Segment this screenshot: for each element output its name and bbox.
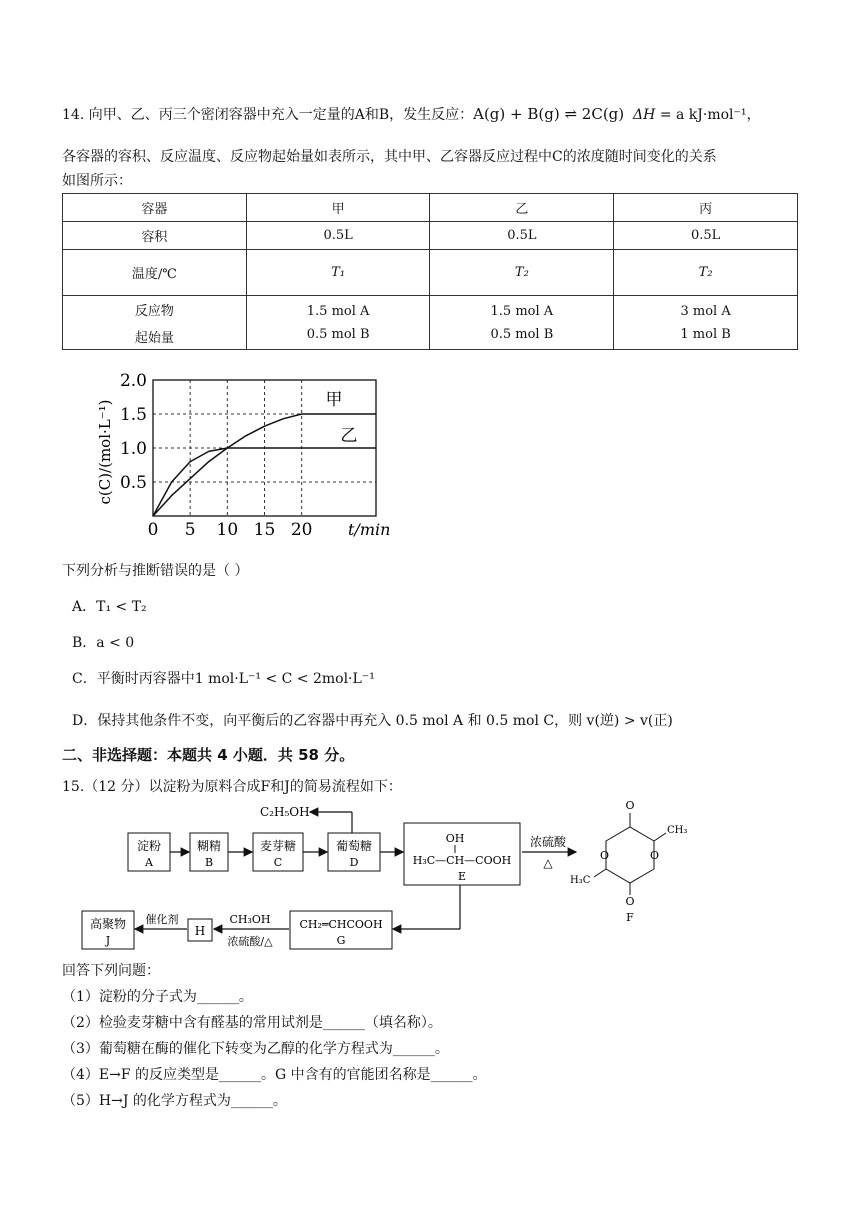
q14-condition-table: [62, 193, 798, 350]
chart-ylabel: c(C)/(mol·L⁻¹): [96, 399, 114, 505]
table-cell: 乙: [430, 194, 614, 222]
series-label-2: 乙: [340, 426, 358, 447]
option-b: B．a < 0: [72, 635, 135, 651]
table-cell: [63, 296, 247, 350]
flow-arrow-conc: 浓硫酸: [529, 835, 567, 849]
flow-dextrin: 糊精: [196, 839, 222, 853]
q15-sub-1: （1）淀粉的分子式为______。: [62, 989, 253, 1005]
table-cell: 甲: [246, 194, 430, 222]
series-label-1: 甲: [325, 390, 343, 411]
flow-e-oh: OH: [445, 832, 465, 845]
flow-polymer-id: J: [105, 934, 111, 947]
table-cell: 0.5L: [246, 222, 430, 250]
table-cell: 0.5L: [614, 222, 798, 250]
flow-methanol-cond: 浓硫酸/△: [227, 935, 273, 948]
reactant-b: 0.5 mol B: [490, 326, 554, 342]
table-cell: [246, 296, 430, 350]
table-cell: 容积: [63, 222, 247, 250]
section2-title: 二、非选择题：本题共 4 小题．共 58 分。: [62, 746, 355, 764]
flow-f-o-ring-left: O: [600, 849, 610, 862]
flow-f-o-ring-right: O: [650, 849, 660, 862]
chart-xlabel: t/min: [348, 520, 391, 539]
chart-y-ticks: [120, 371, 147, 493]
flow-g-formula: CH₂═CHCOOH: [299, 918, 383, 931]
table-cell: T₂: [430, 250, 614, 296]
reactant-label-2: 起始量: [134, 330, 174, 346]
flow-starch-id: A: [145, 856, 153, 869]
flow-f-o-top: O: [625, 799, 635, 812]
flow-catalyst: 催化剂: [145, 913, 179, 926]
reactant-a: 1.5 mol A: [306, 303, 370, 319]
q14-dh-value: = a kJ·mol⁻¹，: [655, 107, 761, 123]
table-cell: T₁: [246, 250, 430, 296]
q15-title: 15.（12 分）以淀粉为原料合成F和J的简易流程如下：: [62, 779, 402, 795]
x-tick-label: 20: [290, 520, 313, 540]
table-cell: [430, 296, 614, 350]
option-c: C．平衡时丙容器中1 mol·L⁻¹ < C < 2mol·L⁻¹: [72, 671, 375, 687]
concentration-time-chart: [90, 365, 400, 545]
flow-f-o-bottom: O: [625, 895, 635, 908]
flow-dextrin-id: B: [204, 856, 214, 869]
y-tick-label: 2.0: [119, 371, 147, 391]
x-tick-label: 15: [253, 520, 276, 540]
x-tick-label: 5: [184, 520, 196, 540]
q15-sub-3: （3）葡萄糖在酶的催化下转变为乙醇的化学方程式为______。: [62, 1041, 449, 1057]
flow-glucose: 葡萄糖: [335, 839, 373, 853]
flow-f-ch3-left: H₃C: [570, 875, 591, 886]
table-row-header: [63, 194, 798, 222]
flow-f-id: F: [626, 911, 634, 924]
q15-sub-5: （5）H→J 的化学方程式为______。: [62, 1093, 287, 1109]
q14-prompt: 下列分析与推断错误的是（ ）: [62, 563, 249, 579]
table-cell: 容器: [63, 194, 247, 222]
flow-f-ch3-left-bond: [594, 869, 606, 877]
flow-arrow-heat: △: [543, 856, 553, 870]
x-tick-label: 0: [147, 520, 159, 540]
table-cell: 温度/℃: [63, 250, 247, 296]
flow-maltose: 麦芽糖: [259, 839, 297, 853]
reactant-b: 1 mol B: [680, 326, 731, 342]
x-tick-label: 10: [216, 520, 239, 540]
reactant-b: 0.5 mol B: [306, 326, 370, 342]
flow-g-id: G: [336, 934, 346, 947]
table-row-temperature: [63, 250, 798, 296]
chart-x-ticks: [148, 520, 313, 540]
flow-maltose-id: C: [273, 856, 283, 869]
flow-polymer: 高聚物: [89, 917, 127, 931]
y-tick-label: 0.5: [119, 473, 147, 493]
y-tick-label: 1.0: [119, 439, 147, 459]
flow-f-ch3-right: CH₃: [667, 825, 688, 836]
q14-intro-c: 如图所示：: [62, 173, 132, 189]
table-cell: T₂: [614, 250, 798, 296]
table-cell: 0.5L: [430, 222, 614, 250]
reactant-a: 1.5 mol A: [490, 303, 554, 319]
reactant-a: 3 mol A: [680, 303, 731, 319]
table-row-reactants: [63, 296, 798, 350]
flow-f-ch3-right-bond: [654, 833, 666, 841]
q14-intro-a: 14. 向甲、乙、丙三个密闭容器中充入一定量的A和B，发生反应：: [62, 107, 474, 123]
flow-e-id: E: [457, 870, 467, 883]
option-a: A．T₁ < T₂: [72, 599, 147, 615]
table-cell: 丙: [614, 194, 798, 222]
synthesis-flow-diagram: [60, 795, 720, 955]
q14-dh-label: ΔH: [633, 107, 656, 123]
reactant-label-1: 反应物: [134, 303, 174, 319]
flow-methanol: CH₃OH: [229, 913, 271, 926]
q15-sub-4: （4）E→F 的反应类型是______。G 中含有的官能团名称是______。: [62, 1067, 487, 1083]
table-cell: [614, 296, 798, 350]
y-tick-label: 1.5: [119, 405, 147, 425]
flow-ethanol: C₂H₅OH: [260, 805, 310, 819]
q15-answer-intro: 回答下列问题：: [62, 963, 160, 979]
q14-intro-b: 各容器的容积、反应温度、反应物起始量如表所示，其中甲、乙容器反应过程中C的浓度随时间变化的关系: [62, 149, 717, 165]
flow-glucose-id: D: [349, 856, 359, 869]
q14-reaction: A(g) + B(g) ⇌ 2C(g): [473, 105, 625, 123]
table-row-volume: [63, 222, 798, 250]
flow-starch: 淀粉: [136, 839, 162, 853]
option-d: D．保持其他条件不变，向平衡后的乙容器中再充入 0.5 mol A 和 0.5 mol C，则 v(逆) > v(正): [72, 713, 673, 729]
flow-f-ring: [606, 827, 654, 883]
flow-h-label: H: [194, 924, 206, 938]
q15-sub-2: （2）检验麦芽糖中含有醛基的常用试剂是______（填名称）。: [62, 1015, 442, 1031]
q14-intro-line1: [62, 104, 761, 124]
flow-e-formula: H₃C—CH—COOH: [412, 854, 512, 867]
